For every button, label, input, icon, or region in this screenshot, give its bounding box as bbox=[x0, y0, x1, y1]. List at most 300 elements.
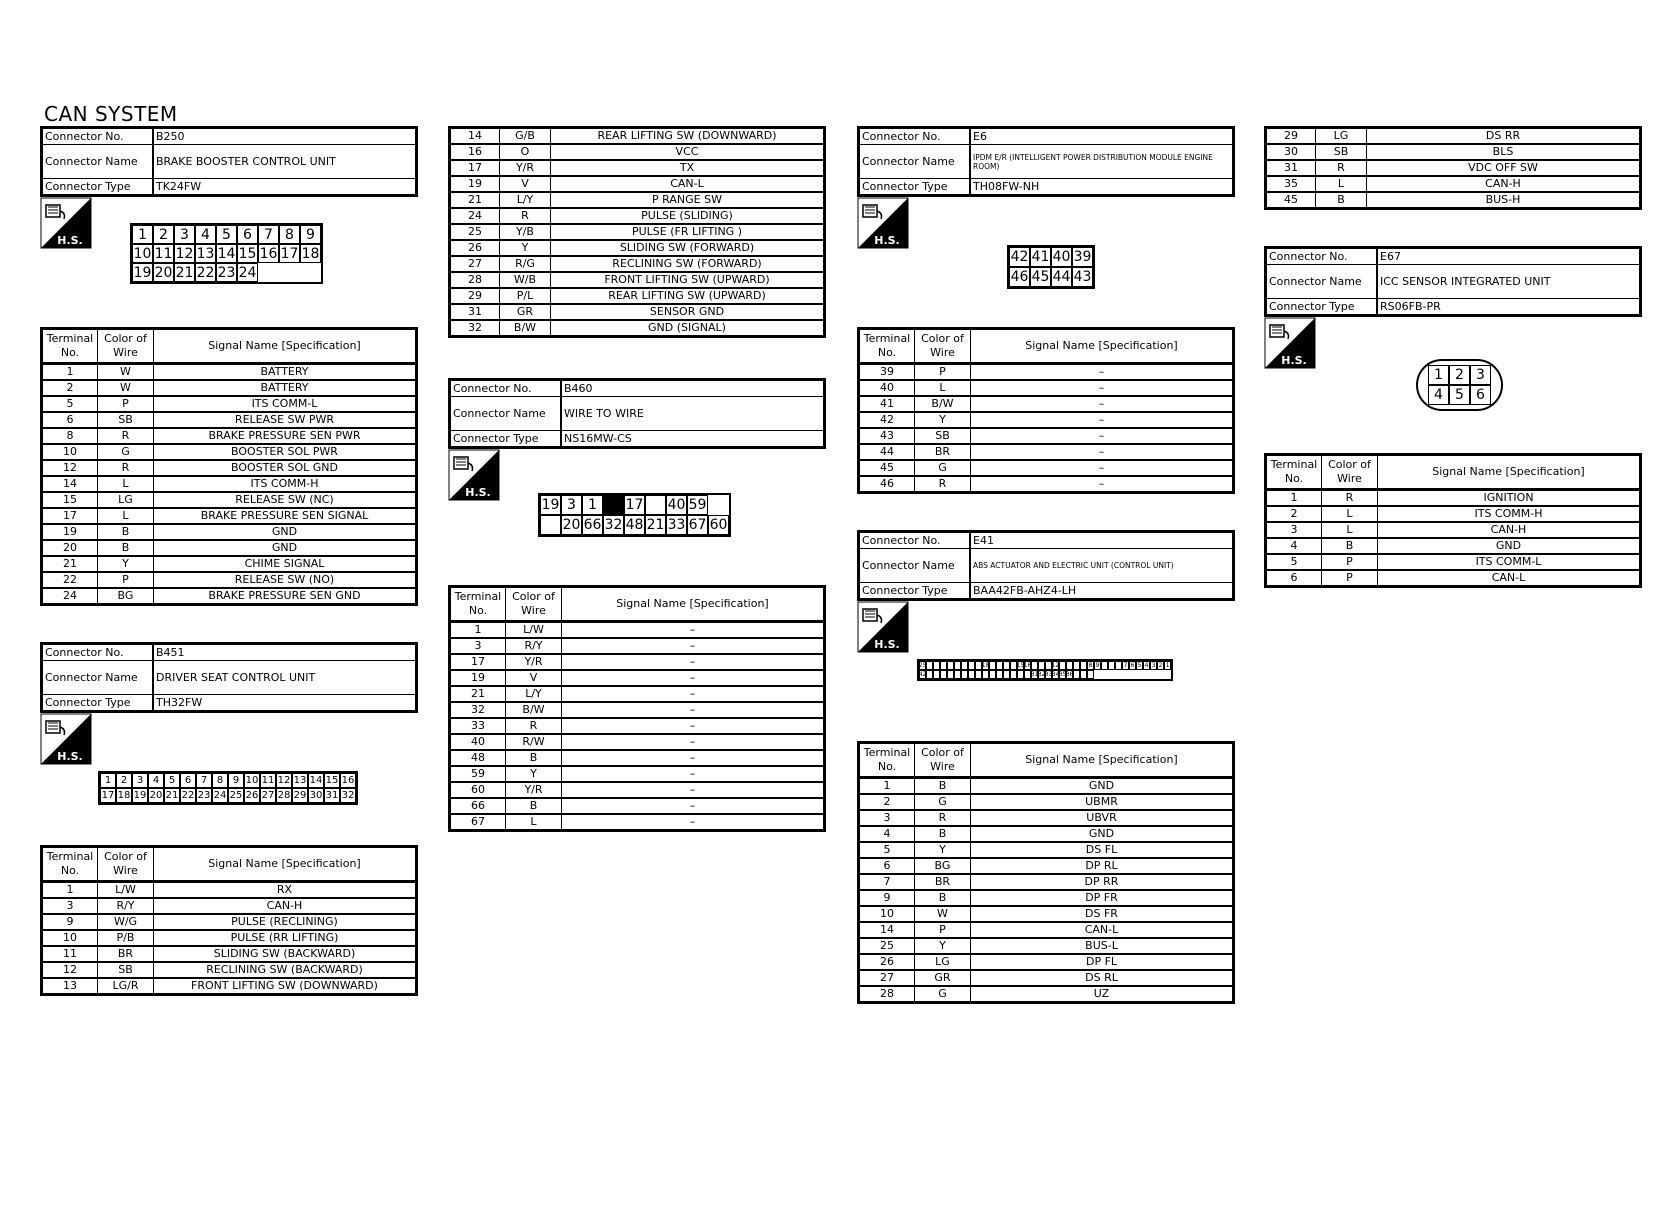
connector-info-b250 bbox=[40, 126, 418, 197]
terminal-row bbox=[859, 380, 1234, 396]
pin-cell: 48 bbox=[625, 517, 644, 533]
terminal-no: 2 bbox=[859, 794, 915, 810]
pin-cell: 67 bbox=[688, 517, 707, 533]
pin-cell: 59 bbox=[688, 497, 707, 513]
wire-color: P bbox=[1322, 570, 1378, 587]
pin-empty bbox=[258, 263, 279, 282]
pin-cell: 46 bbox=[1010, 269, 1029, 285]
terminal-no: 20 bbox=[42, 540, 98, 556]
terminal-row bbox=[859, 364, 1234, 381]
pin-cell: 7 bbox=[258, 225, 279, 244]
pin-cell: 60 bbox=[709, 517, 728, 533]
wire-color: G/B bbox=[500, 128, 551, 145]
terminal-no: 28 bbox=[450, 272, 500, 288]
wire-color: B bbox=[915, 778, 971, 795]
pin-cell: 12 bbox=[277, 775, 291, 786]
connector-name-label: Connector Name bbox=[859, 145, 971, 179]
terminal-row bbox=[859, 396, 1234, 412]
pin-cell: 35 bbox=[1058, 671, 1067, 678]
pin-empty bbox=[1080, 661, 1087, 670]
terminal-row bbox=[1266, 144, 1641, 160]
signal-name-header: Signal Name [Specification] bbox=[154, 847, 417, 882]
terminal-row bbox=[859, 858, 1234, 874]
pin-empty bbox=[996, 661, 1003, 670]
pin-cell: 3 bbox=[1470, 365, 1491, 385]
pin-cell: 17 bbox=[280, 245, 299, 262]
terminal-row bbox=[859, 428, 1234, 444]
signal-name: RELEASE SW (NO) bbox=[154, 572, 417, 588]
terminal-row bbox=[859, 778, 1234, 795]
pin-cell: 32 bbox=[604, 517, 623, 533]
terminal-table-e41-continued bbox=[1264, 126, 1642, 210]
terminal-row bbox=[42, 412, 417, 428]
signal-name: PULSE (FR LIFTING ) bbox=[551, 224, 825, 240]
column-4 bbox=[1264, 126, 1642, 588]
terminal-no: 17 bbox=[42, 508, 98, 524]
pin-cell: 28 bbox=[277, 790, 291, 801]
terminal-no: 17 bbox=[450, 160, 500, 176]
wire-color: L bbox=[915, 380, 971, 396]
terminal-row bbox=[859, 842, 1234, 858]
pin-empty bbox=[1150, 670, 1157, 679]
signal-name: – bbox=[562, 622, 825, 639]
pin-cell: 39 bbox=[1073, 249, 1092, 265]
pin-empty bbox=[540, 515, 561, 535]
wire-color: R/Y bbox=[98, 898, 154, 914]
terminal-no: 9 bbox=[859, 890, 915, 906]
signal-name: – bbox=[971, 396, 1234, 412]
signal-name: DP RL bbox=[971, 858, 1234, 874]
signal-name: ITS COMM-L bbox=[154, 396, 417, 412]
wire-color: Y/B bbox=[500, 224, 551, 240]
signal-name: IGNITION bbox=[1378, 490, 1641, 507]
terminal-no: 16 bbox=[450, 144, 500, 160]
signal-name: GND bbox=[971, 826, 1234, 842]
terminal-no: 3 bbox=[859, 810, 915, 826]
terminal-row bbox=[450, 702, 825, 718]
terminal-table-e67 bbox=[1264, 453, 1642, 588]
signal-name: BUS-L bbox=[971, 938, 1234, 954]
wire-color: L/Y bbox=[500, 192, 551, 208]
terminal-no: 4 bbox=[1266, 538, 1322, 554]
terminal-row bbox=[1266, 506, 1641, 522]
pin-cell: 6 bbox=[1130, 662, 1135, 669]
terminal-row bbox=[859, 412, 1234, 428]
terminal-no: 67 bbox=[450, 814, 506, 831]
pin-empty bbox=[1101, 661, 1108, 670]
pin-empty bbox=[961, 670, 968, 679]
pin-cell: 21 bbox=[165, 790, 179, 801]
terminal-row bbox=[450, 272, 825, 288]
pin-empty bbox=[926, 661, 933, 670]
connector-type-label: Connector Type bbox=[859, 179, 971, 196]
signal-name: BUS-H bbox=[1367, 192, 1641, 209]
wire-color: Y bbox=[506, 766, 562, 782]
signal-name: BRAKE PRESSURE SEN SIGNAL bbox=[154, 508, 417, 524]
pin-cell: 21 bbox=[646, 517, 665, 533]
wire-color: B bbox=[1322, 538, 1378, 554]
wire-color: O bbox=[500, 144, 551, 160]
connector-name-label: Connector Name bbox=[450, 397, 562, 431]
signal-name: SENSOR GND bbox=[551, 304, 825, 320]
terminal-no: 3 bbox=[1266, 522, 1322, 538]
pin-cell: 8 bbox=[212, 773, 228, 788]
signal-name: DS FL bbox=[971, 842, 1234, 858]
signal-name: DS RR bbox=[1367, 128, 1641, 145]
pin-empty bbox=[1115, 661, 1122, 670]
terminal-no: 10 bbox=[859, 906, 915, 922]
pin-cell: 11 bbox=[261, 775, 275, 786]
terminal-row bbox=[450, 686, 825, 702]
terminal-row bbox=[42, 364, 417, 381]
connector-face-b451 bbox=[98, 771, 358, 805]
pin-empty bbox=[1143, 670, 1150, 679]
terminal-row bbox=[42, 946, 417, 962]
terminal-no: 10 bbox=[42, 444, 98, 460]
wire-color: B/W bbox=[915, 396, 971, 412]
pin-cell: 4 bbox=[1144, 662, 1149, 669]
wire-color: Y/R bbox=[500, 160, 551, 176]
pin-cell: 9 bbox=[228, 773, 244, 788]
pin-cell: 3 bbox=[561, 495, 582, 515]
signal-name: BRAKE PRESSURE SEN PWR bbox=[154, 428, 417, 444]
wire-color: BG bbox=[98, 588, 154, 605]
signal-name: UZ bbox=[971, 986, 1234, 1003]
terminal-row bbox=[42, 962, 417, 978]
wire-color: B bbox=[1316, 192, 1367, 209]
signal-name: BATTERY bbox=[154, 364, 417, 381]
connector-diagram-b460 bbox=[448, 449, 826, 585]
signal-name: CAN-H bbox=[1367, 176, 1641, 192]
terminal-no: 60 bbox=[450, 782, 506, 798]
pin-cell: 27 bbox=[261, 790, 275, 801]
connector-face-b250 bbox=[130, 223, 323, 284]
harness-side-icon bbox=[857, 197, 909, 249]
pin-empty bbox=[1094, 670, 1101, 679]
wire-color: L bbox=[98, 508, 154, 524]
pin-cell: 1 bbox=[1428, 365, 1449, 385]
pin-cell: 32 bbox=[341, 790, 355, 801]
terminal-row bbox=[42, 380, 417, 396]
terminal-no-header: Terminal No. bbox=[1266, 455, 1322, 490]
wire-color: Y/R bbox=[506, 654, 562, 670]
signal-name: CAN-L bbox=[1378, 570, 1641, 587]
terminal-no: 45 bbox=[859, 460, 915, 476]
wire-color: P/L bbox=[500, 288, 551, 304]
signal-name: – bbox=[562, 750, 825, 766]
pin-cell: 5 bbox=[1449, 385, 1470, 405]
pin-empty bbox=[996, 670, 1003, 679]
pin-cell: 12 bbox=[1051, 662, 1060, 669]
key-block bbox=[603, 495, 624, 515]
terminal-row bbox=[42, 476, 417, 492]
terminal-no: 12 bbox=[42, 962, 98, 978]
terminal-no: 24 bbox=[42, 588, 98, 605]
connector-face-e67 bbox=[1416, 359, 1503, 411]
pin-empty bbox=[947, 670, 954, 679]
terminal-no-header: Terminal No. bbox=[859, 329, 915, 364]
terminal-no-header: Terminal No. bbox=[42, 329, 98, 364]
connector-face-e6 bbox=[1007, 245, 1095, 289]
signal-name: BATTERY bbox=[154, 380, 417, 396]
wire-color: R bbox=[98, 428, 154, 444]
signal-name: GND bbox=[1378, 538, 1641, 554]
connector-diagram-e6 bbox=[857, 197, 1235, 327]
pin-cell: 12 bbox=[175, 245, 194, 262]
terminal-row bbox=[450, 670, 825, 686]
wire-color: L bbox=[1322, 522, 1378, 538]
wire-color: P bbox=[1322, 554, 1378, 570]
connector-name-value: IPDM E/R (INTELLIGENT POWER DISTRIBUTION MODULE ENGINE ROOM) bbox=[970, 145, 1234, 179]
pin-cell: 40 bbox=[1052, 249, 1071, 265]
signal-name: UBVR bbox=[971, 810, 1234, 826]
pin-empty bbox=[933, 661, 940, 670]
terminal-row bbox=[450, 638, 825, 654]
wire-color: W bbox=[98, 364, 154, 381]
signal-name-header: Signal Name [Specification] bbox=[154, 329, 417, 364]
connector-no-value: E41 bbox=[970, 532, 1234, 549]
signal-name: – bbox=[562, 798, 825, 814]
wire-color: R bbox=[915, 810, 971, 826]
wire-color: Y bbox=[500, 240, 551, 256]
connector-no-value: E67 bbox=[1377, 248, 1641, 265]
terminal-no: 19 bbox=[42, 524, 98, 540]
terminal-no: 32 bbox=[450, 320, 500, 337]
signal-name: – bbox=[562, 638, 825, 654]
pin-cell: 3 bbox=[174, 225, 195, 244]
terminal-no: 32 bbox=[450, 702, 506, 718]
wire-color: BR bbox=[98, 946, 154, 962]
pin-cell: 36 bbox=[1065, 671, 1074, 678]
terminal-row bbox=[42, 444, 417, 460]
pin-cell: 42 bbox=[1010, 249, 1029, 265]
terminal-table-e41 bbox=[857, 741, 1235, 1004]
signal-name: – bbox=[971, 380, 1234, 396]
terminal-no: 6 bbox=[1266, 570, 1322, 587]
connector-info-e6 bbox=[857, 126, 1235, 197]
pin-empty bbox=[1073, 670, 1080, 679]
terminal-row bbox=[42, 882, 417, 899]
terminal-row bbox=[42, 508, 417, 524]
connector-name-value: BRAKE BOOSTER CONTROL UNIT bbox=[153, 145, 417, 179]
terminal-no: 40 bbox=[859, 380, 915, 396]
connector-name-value: DRIVER SEAT CONTROL UNIT bbox=[153, 661, 417, 695]
wire-color: LG bbox=[915, 954, 971, 970]
color-of-wire-header: Color of Wire bbox=[915, 329, 971, 364]
terminal-row bbox=[1266, 192, 1641, 209]
terminal-row bbox=[42, 524, 417, 540]
terminal-row bbox=[859, 890, 1234, 906]
signal-name: BLS bbox=[1367, 144, 1641, 160]
signal-name: P RANGE SW bbox=[551, 192, 825, 208]
pin-empty bbox=[975, 670, 982, 679]
connector-name-label: Connector Name bbox=[42, 145, 154, 179]
connector-face-e41 bbox=[917, 659, 1173, 681]
terminal-row bbox=[42, 556, 417, 572]
terminal-row bbox=[42, 540, 417, 556]
terminal-no: 59 bbox=[450, 766, 506, 782]
svg-text:H.S.: H.S. bbox=[465, 486, 491, 499]
terminal-no: 45 bbox=[1266, 192, 1316, 209]
pin-cell: 2 bbox=[116, 773, 132, 788]
pin-cell: 4 bbox=[148, 773, 164, 788]
pin-empty bbox=[954, 661, 961, 670]
terminal-no: 43 bbox=[859, 428, 915, 444]
terminal-no-header: Terminal No. bbox=[859, 743, 915, 778]
terminal-row bbox=[42, 898, 417, 914]
terminal-row bbox=[42, 914, 417, 930]
pin-cell: 1 bbox=[132, 225, 153, 244]
terminal-row bbox=[450, 224, 825, 240]
terminal-row bbox=[450, 208, 825, 224]
terminal-row bbox=[42, 428, 417, 444]
terminal-no: 1 bbox=[42, 882, 98, 899]
signal-name: DS FR bbox=[971, 906, 1234, 922]
pin-cell: 19 bbox=[541, 497, 560, 513]
terminal-row bbox=[450, 304, 825, 320]
wire-color: G bbox=[915, 794, 971, 810]
signal-name: PULSE (RECLINING) bbox=[154, 914, 417, 930]
wire-color: LG bbox=[1316, 128, 1367, 145]
connector-name-value: ICC SENSOR INTEGRATED UNIT bbox=[1377, 265, 1641, 299]
pin-cell: 9 bbox=[300, 225, 321, 244]
wire-color: B bbox=[98, 524, 154, 540]
pin-empty bbox=[1073, 661, 1080, 670]
signal-name: CAN-L bbox=[971, 922, 1234, 938]
signal-name: – bbox=[562, 670, 825, 686]
terminal-no: 2 bbox=[42, 380, 98, 396]
terminal-row bbox=[859, 970, 1234, 986]
terminal-no: 12 bbox=[42, 460, 98, 476]
terminal-no: 25 bbox=[450, 224, 500, 240]
pin-cell: 21 bbox=[175, 264, 194, 281]
connector-type-label: Connector Type bbox=[42, 695, 154, 712]
pin-cell: 25 bbox=[229, 790, 243, 801]
pin-cell: 31 bbox=[325, 790, 339, 801]
signal-name: CAN-L bbox=[551, 176, 825, 192]
wire-color: LG bbox=[98, 492, 154, 508]
color-of-wire-header: Color of Wire bbox=[915, 743, 971, 778]
wire-color: R/W bbox=[506, 734, 562, 750]
terminal-row bbox=[859, 954, 1234, 970]
terminal-no: 5 bbox=[42, 396, 98, 412]
pin-cell: 15 bbox=[325, 775, 339, 786]
terminal-row bbox=[1266, 128, 1641, 145]
terminal-no: 10 bbox=[42, 930, 98, 946]
terminal-row bbox=[450, 240, 825, 256]
pin-cell: 16 bbox=[1023, 662, 1032, 669]
wire-color: R bbox=[915, 476, 971, 493]
pin-cell: 3 bbox=[132, 773, 148, 788]
terminal-row bbox=[859, 922, 1234, 938]
svg-text:H.S.: H.S. bbox=[874, 234, 900, 247]
pin-empty bbox=[300, 263, 321, 282]
terminal-no-header: Terminal No. bbox=[42, 847, 98, 882]
signal-name-header: Signal Name [Specification] bbox=[1378, 455, 1641, 490]
pin-cell: 14 bbox=[217, 245, 236, 262]
terminal-row bbox=[450, 160, 825, 176]
connector-type-label: Connector Type bbox=[1266, 299, 1378, 316]
wire-color: W bbox=[915, 906, 971, 922]
color-of-wire-header: Color of Wire bbox=[98, 847, 154, 882]
connector-no-value: B451 bbox=[153, 644, 417, 661]
terminal-row bbox=[450, 192, 825, 208]
terminal-no: 25 bbox=[859, 938, 915, 954]
pin-cell: 40 bbox=[667, 497, 686, 513]
terminal-no: 14 bbox=[859, 922, 915, 938]
pin-empty bbox=[1136, 670, 1143, 679]
pin-empty bbox=[1164, 670, 1171, 679]
signal-name: DP FL bbox=[971, 954, 1234, 970]
pin-cell: 45 bbox=[1031, 269, 1050, 285]
pin-cell: 26 bbox=[245, 790, 259, 801]
terminal-row bbox=[42, 492, 417, 508]
pin-cell: 8 bbox=[279, 225, 300, 244]
color-of-wire-header: Color of Wire bbox=[1322, 455, 1378, 490]
terminal-no: 6 bbox=[42, 412, 98, 428]
pin-cell: 24 bbox=[238, 264, 257, 281]
terminal-row bbox=[450, 288, 825, 304]
terminal-no: 4 bbox=[859, 826, 915, 842]
signal-name: BOOSTER SOL GND bbox=[154, 460, 417, 476]
terminal-no: 46 bbox=[859, 476, 915, 493]
wire-color: BG bbox=[915, 858, 971, 874]
pin-empty bbox=[1101, 670, 1108, 679]
pin-empty bbox=[968, 661, 975, 670]
pin-empty bbox=[708, 495, 729, 515]
pin-empty bbox=[954, 670, 961, 679]
pin-cell: 19 bbox=[133, 790, 147, 801]
terminal-row bbox=[42, 588, 417, 605]
connector-diagram-b451 bbox=[40, 713, 418, 845]
connector-no-label: Connector No. bbox=[450, 380, 562, 397]
wire-color: G bbox=[915, 460, 971, 476]
connector-no-value: B250 bbox=[153, 128, 417, 145]
pin-cell: 2 bbox=[1158, 662, 1163, 669]
wire-color: L/W bbox=[98, 882, 154, 899]
terminal-no: 39 bbox=[859, 364, 915, 381]
wire-color: L/W bbox=[506, 622, 562, 639]
signal-name: DS RL bbox=[971, 970, 1234, 986]
pin-empty bbox=[1017, 670, 1024, 679]
pin-empty bbox=[1115, 670, 1122, 679]
pin-cell: 10 bbox=[245, 775, 259, 786]
pin-cell: 14 bbox=[309, 775, 323, 786]
pin-cell: 5 bbox=[164, 773, 180, 788]
pin-cell: 2 bbox=[1449, 365, 1470, 385]
wire-color: P bbox=[915, 922, 971, 938]
signal-name: ITS COMM-H bbox=[1378, 506, 1641, 522]
pin-empty bbox=[961, 661, 968, 670]
wire-color: SB bbox=[1316, 144, 1367, 160]
pin-cell: 22 bbox=[181, 790, 195, 801]
connector-no-value: B460 bbox=[561, 380, 825, 397]
terminal-no: 66 bbox=[450, 798, 506, 814]
column-3 bbox=[857, 126, 1235, 1004]
signal-name: BOOSTER SOL PWR bbox=[154, 444, 417, 460]
terminal-row bbox=[859, 986, 1234, 1003]
wire-color: B bbox=[98, 540, 154, 556]
wire-color: L bbox=[506, 814, 562, 831]
pin-cell: 15 bbox=[238, 245, 257, 262]
signal-name: PULSE (RR LIFTING) bbox=[154, 930, 417, 946]
terminal-no: 1 bbox=[450, 622, 506, 639]
connector-type-value: BAA42FB-AHZ4-LH bbox=[970, 583, 1234, 600]
signal-name: BRAKE PRESSURE SEN GND bbox=[154, 588, 417, 605]
signal-name: TX bbox=[551, 160, 825, 176]
terminal-row bbox=[1266, 522, 1641, 538]
pin-cell: 17 bbox=[625, 497, 644, 513]
